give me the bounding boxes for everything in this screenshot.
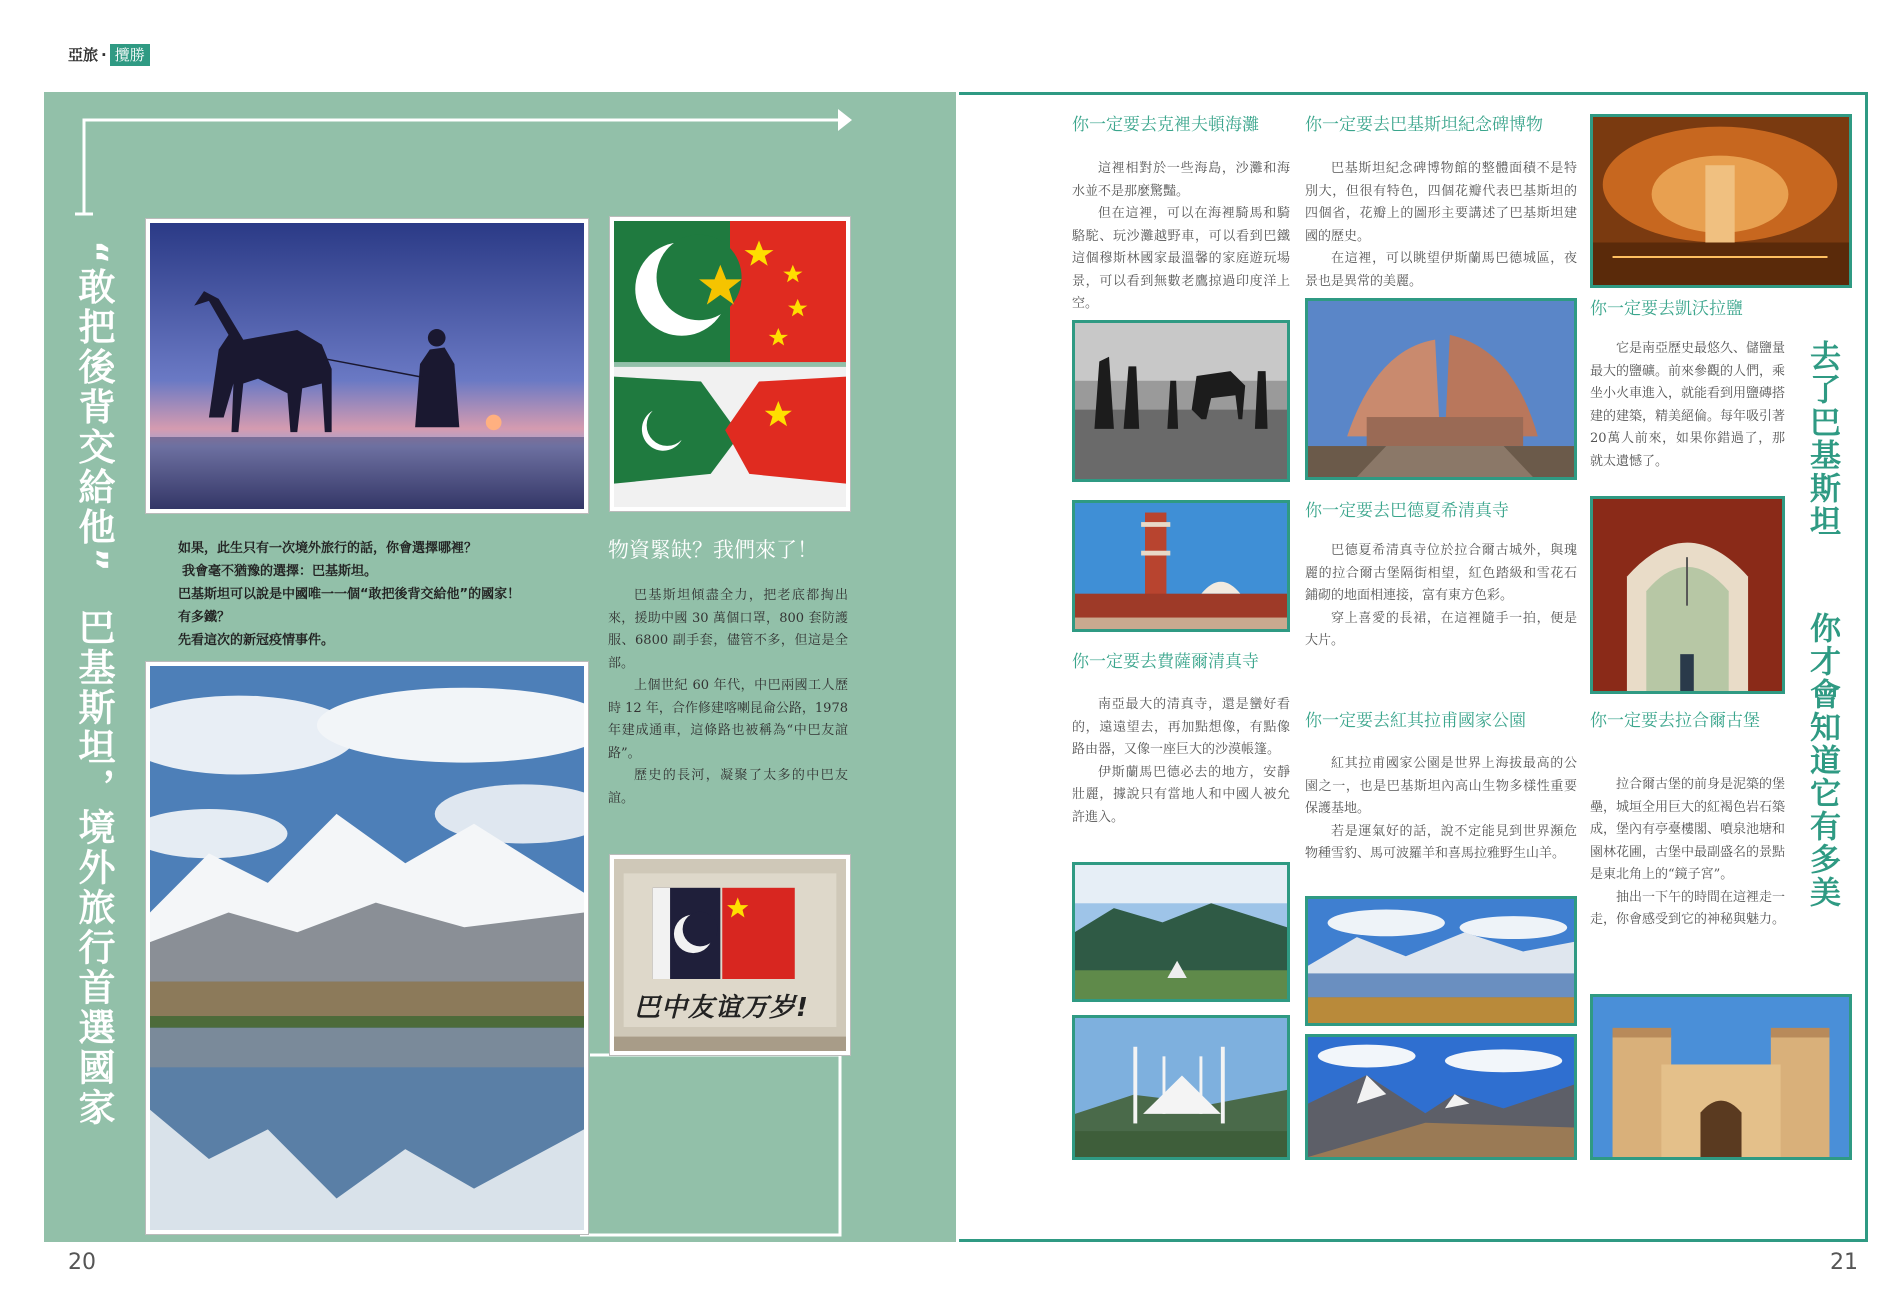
page-number-right: 21 (1830, 1250, 1858, 1275)
khewra-salt-mine-photo (1590, 114, 1852, 288)
clifton-paragraph: 這裡相對於一些海島，沙灘和海水並不是那麼驚豔。 (1072, 161, 1290, 199)
section-header (68, 44, 150, 65)
khunjerab-paragraph: 紅其拉甫國家公園是世界上海拔最高的公園之一，也是巴基斯坦內高山生物多樣性重要保護基地。 (1305, 756, 1577, 816)
badshahi-mosque-photo (1072, 500, 1290, 632)
heading-lahore-fort: 你一定要去拉合爾古堡 (1590, 711, 1760, 731)
clifton-beach-photo (1072, 320, 1290, 482)
heading-khewra-salt: 你一定要去凱沃拉鹽 (1590, 299, 1743, 319)
intro-line: 我會毫不猶豫的選擇：巴基斯坦。 (182, 564, 378, 579)
khewra-salt-text (1590, 338, 1785, 473)
intro-line: 有多鐵？ (178, 610, 231, 625)
khunjerab-mountain-photo (1305, 1034, 1577, 1160)
friendship-wall-photo (610, 855, 850, 1055)
page-number-left: 20 (68, 1250, 96, 1275)
header-section: 攬勝 (110, 44, 150, 66)
clifton-paragraph: 但在這裡，可以在海裡騎馬和騎駱駝、玩沙灘越野車，可以看到巴鐵這個穆斯林國家最溫馨的家庭遊玩場景，可以看到無數老鷹掠過印度洋上空。 (1072, 206, 1290, 311)
heading-khunjerab-park: 你一定要去紅其拉甫國家公園 (1305, 711, 1526, 731)
khunjerab-paragraph: 若是運氣好的話，說不定能見到世界瀕危物種雪豹、馬可波羅羊和喜馬拉雅野生山羊。 (1305, 823, 1577, 861)
heading-clifton-beach: 你一定要去克裡夫頓海灘 (1072, 115, 1259, 135)
aid-paragraph: 巴基斯坦傾盡全力，把老底都掏出來，援助中國 30 萬個口罩，800 套防護服、6800 副手套，儘管不多，但這是全部。 (608, 588, 848, 671)
camel-beach-photo (146, 219, 588, 513)
faisal-paragraph: 南亞最大的清真寺，還是蠻好看的，遠遠望去，再加點想像，有點像路由器，又像一座巨大的沙漠帳篷。 (1072, 697, 1290, 757)
khewra-paragraph: 它是南亞歷史最悠久、儲鹽量最大的鹽礦。前來參觀的人們，乘坐小火車進入，就能看到用鹽磚搭建的建築，精美絕倫。每年吸引著20萬人前來，如果你錯過了，那就太遺憾了。 (1590, 341, 1786, 469)
wall-slogan: 巴中友谊万岁! (634, 993, 809, 1023)
heading-faisal-mosque: 你一定要去費薩爾清真寺 (1072, 652, 1259, 672)
right-title-1: 去了巴基斯坦 (1804, 340, 1840, 538)
aid-heading: 物資緊缺？我們來了！ (608, 538, 818, 562)
islamabad-hills-photo (1072, 862, 1290, 1002)
lahore-fort-paragraph: 拉合爾古堡的前身是泥築的堡壘，城垣全用巨大的紅褐色岩石築成，堡內有亭臺樓閣、噴泉池塘和園林花圃，古堡中最副盛名的景點是東北角上的“鏡子宮”。 (1590, 777, 1786, 882)
monument-paragraph: 巴基斯坦紀念碑博物館的整體面積不是特別大，但很有特色，四個花瓣代表巴基斯坦的四個省，花瓣上的圖形主要講述了巴基斯坦建國的歷史。 (1305, 161, 1577, 244)
header-prefix: 亞旅 (68, 46, 99, 64)
heading-badshahi-mosque: 你一定要去巴德夏希清真寺 (1305, 501, 1509, 521)
faisal-paragraph: 伊斯蘭馬巴德必去的地方，安靜壯麗，據說只有當地人和中國人被允許進入。 (1072, 764, 1290, 825)
aid-paragraph: 歷史的長河，凝聚了太多的中巴友誼。 (608, 768, 848, 806)
intro-text (178, 537, 598, 652)
left-title-main: 巴基斯坦，境外旅行首選國家 (72, 608, 115, 1128)
faisal-mosque-photo (1072, 1015, 1290, 1160)
aid-paragraph: 上個世紀 60 年代，中巴兩國工人歷時 12 年，合作修建喀喇昆侖公路，1978 年建成通車，這條路也被稱為“中巴友誼路”。 (608, 678, 848, 761)
right-title-2: 你才會知道它有多美 (1804, 612, 1840, 909)
page-gutter (956, 92, 959, 1242)
aid-paragraphs (608, 585, 848, 810)
khunjerab-park-text (1305, 753, 1577, 866)
header-dot: · (101, 46, 107, 64)
lahore-fort-text (1590, 774, 1785, 932)
intro-line: 如果，此生只有一次境外旅行的話，你會選擇哪裡？ (178, 541, 478, 556)
faisal-mosque-text (1072, 694, 1290, 829)
friendship-flags-collage (610, 217, 850, 511)
badshahi-paragraph: 穿上喜愛的長裙，在這裡隨手一拍，便是大片。 (1305, 610, 1577, 648)
badshahi-mosque-text (1305, 540, 1577, 653)
left-title-quote: “敢把後背交給他” (72, 240, 115, 575)
monument-paragraph: 在這裡，可以眺望伊斯蘭馬巴德城區，夜景也是異常的美麗。 (1305, 251, 1577, 289)
khunjerab-lake-photo (1305, 896, 1577, 1026)
lahore-fort-photo (1590, 994, 1852, 1160)
badshahi-arch-photo (1590, 496, 1785, 694)
intro-line: 巴基斯坦可以說是中國唯一一個“敢把後背交給他”的國家！ (178, 587, 521, 602)
lahore-fort-paragraph: 抽出一下午的時間在這裡走一走，你會感受到它的神秘與魅力。 (1590, 889, 1786, 927)
badshahi-paragraph: 巴德夏希清真寺位於拉合爾古城外，與瑰麗的拉合爾古堡隔街相望，紅色踏級和雪花石鋪砌的地面相連接，富有東方色彩。 (1305, 543, 1577, 603)
clifton-beach-text (1072, 158, 1290, 316)
mountain-lake-photo (146, 662, 588, 1234)
heading-pakistan-monument: 你一定要去巴基斯坦紀念碑博物 (1305, 115, 1543, 135)
pakistan-monument-photo (1305, 298, 1577, 480)
pakistan-monument-text (1305, 158, 1577, 293)
intro-line: 先看這次的新冠疫情事件。 (178, 633, 335, 648)
